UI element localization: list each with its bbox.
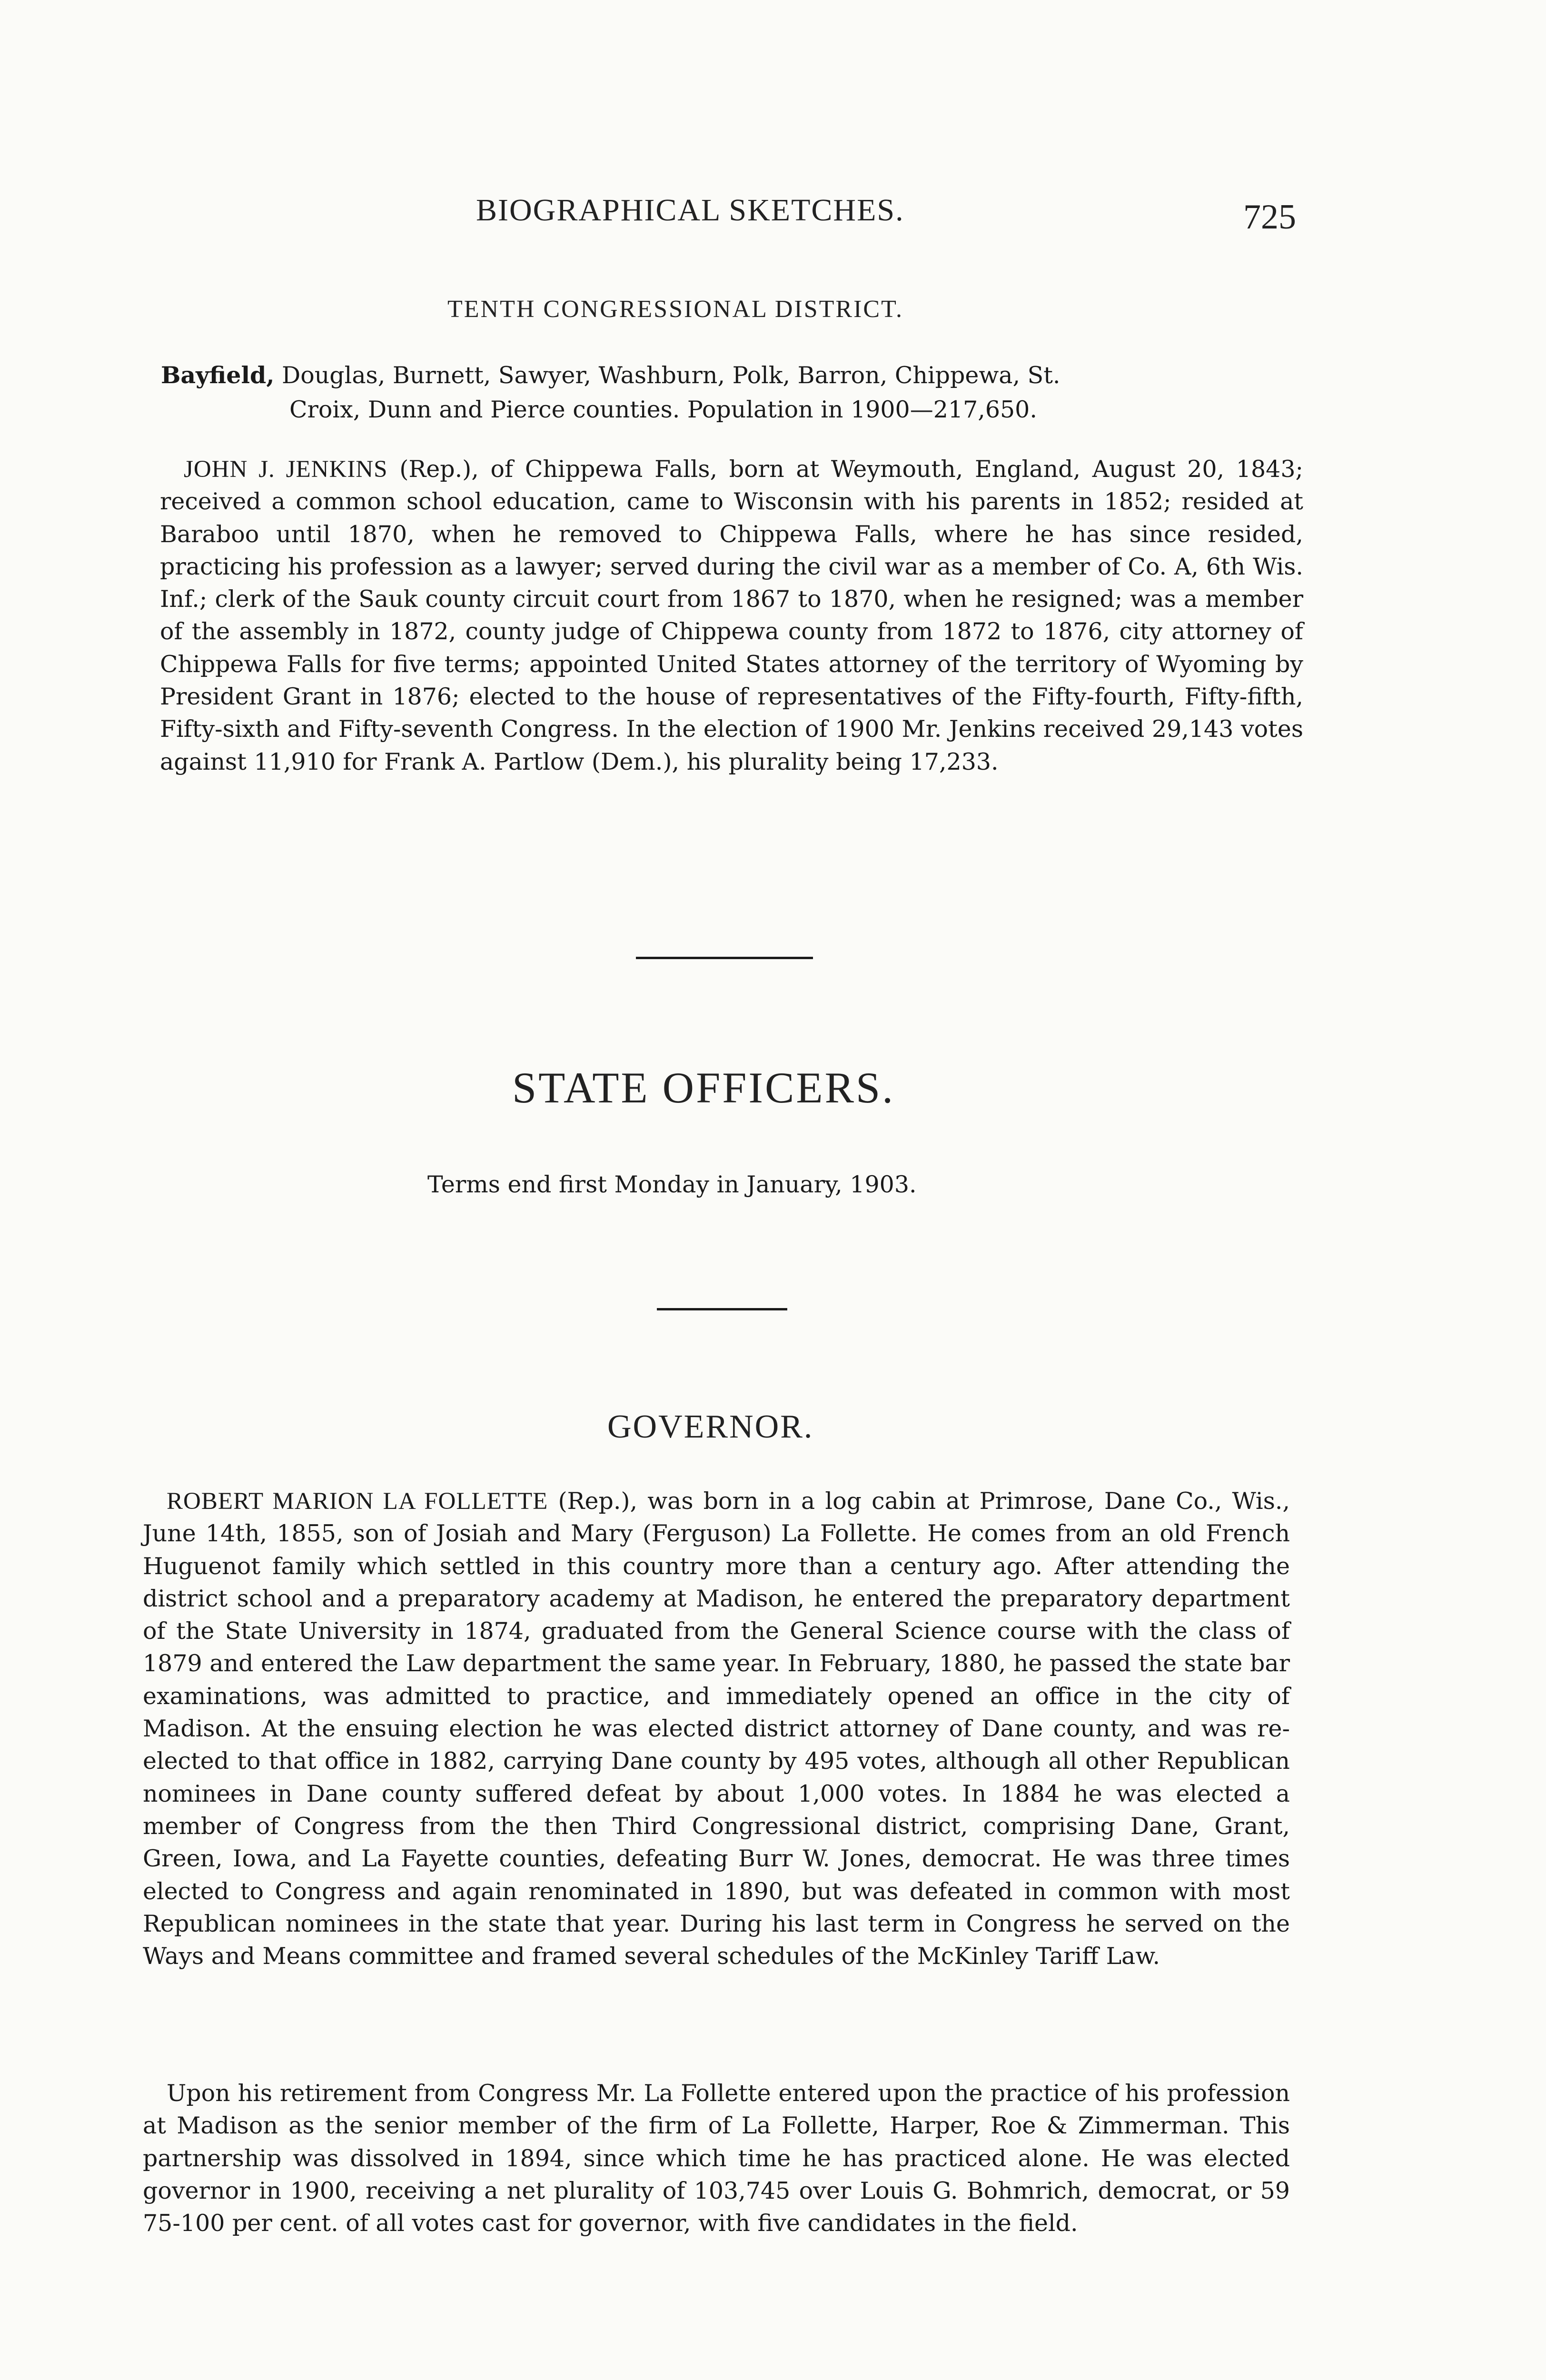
counties-line-2: Croix, Dunn and Pierce counties. Population in 1900—217,650. <box>289 396 1037 423</box>
jenkins-name: JOHN J. JENKINS <box>184 456 388 483</box>
la-follette-biography-2: Upon his retirement from Congress Mr. La Follette entered upon the practice of his profession at Madison as the senior member of the firm of La Follette, Harper, Roe & Zimmerman. This partnership was dissolved in 1894, since which time he has practiced alone. He was elected governor in 1900, receiving a net plurality of 103,745 over Louis G. Bohmrich, democrat, or 59 75-100 per cent. of all votes cast for governor, with five candidates in the field. <box>143 2080 1290 2237</box>
section-divider-1 <box>636 957 813 959</box>
terms-note: Terms end first Monday in January, 1903. <box>427 1171 917 1198</box>
la-follette-biography <box>143 1485 1290 1973</box>
la-follette-text-1: (Rep.), was born in a log cabin at Primrose, Dane Co., Wis., June 14th, 1855, son of Josiah and Mary (Ferguson) La Follette. He comes from an old French Huguenot family which settled in this country more than a century ago. After attending the district school and a preparatory academy at Madison, he entered the preparatory department of the State University in 1874, graduated from the General Science course with the class of 1879 and entered the Law department the same year. In February, 1880, he passed the state bar examinations, was admitted to practice, and immediately opened an office in the city of Madison. At the ensuing election he was elected district attorney of Dane county, and was re-elected to that office in 1882, carrying Dane county by 495 votes, although all other Republican nominees in Dane county suffered defeat by about 1,000 votes. In 1884 he was elected a member of Congress from the then Third Congressional district, comprising Dane, Grant, Green, Iowa, and La Fayette counties, defeating Burr W. Jones, democrat. He was three times elected to Congress and again renominated in 1890, but was defeated in common with most Republican nominees in the state that year. During his last term in Congress he served on the Ways and Means committee and framed several schedules of the McKinley Tariff Law. <box>143 1488 1290 1970</box>
counties-line-1 <box>161 358 1303 393</box>
counties-lead: Bayfield, <box>161 361 275 389</box>
district-heading: TENTH CONGRESSIONAL DISTRICT. <box>447 296 903 323</box>
jenkins-text: (Rep.), of Chippewa Falls, born at Weymouth, England, August 20, 1843; received a common school education, came to Wisconsin with his parents in 1852; resided at Baraboo until 1870, when he removed to Chippewa Falls, where he has since resided, practicing his profession as a lawyer; served during the civil war as a member of Co. A, 6th Wis. Inf.; clerk of the Sauk county circuit court from 1867 to 1870, when he resigned; was a member of the assembly in 1872, county judge of Chippewa county from 1872 to 1876, city attorney of Chippewa Falls for five terms; appointed United States attorney of the territory of Wyoming by President Grant in 1876; elected to the house of representatives of the Fifty-fourth, Fifty-fifth, Fifty-sixth and Fifty-seventh Congress. In the election of 1900 Mr. Jenkins received 29,143 votes against 11,910 for Frank A. Partlow (Dem.), his plurality being 17,233. <box>160 456 1303 775</box>
counties-line-1-rest: Douglas, Burnett, Sawyer, Washburn, Polk, Barron, Chippewa, St. <box>274 362 1060 389</box>
la-follette-name: ROBERT MARION LA FOLLETTE <box>167 1488 548 1515</box>
page-number: 725 <box>1243 198 1296 237</box>
section-divider-2 <box>657 1308 787 1310</box>
counties-note <box>161 358 1303 427</box>
jenkins-biography <box>160 453 1303 778</box>
governor-heading: GOVERNOR. <box>607 1408 814 1445</box>
state-officers-heading: STATE OFFICERS. <box>512 1063 895 1112</box>
running-title: BIOGRAPHICAL SKETCHES. <box>476 193 904 228</box>
